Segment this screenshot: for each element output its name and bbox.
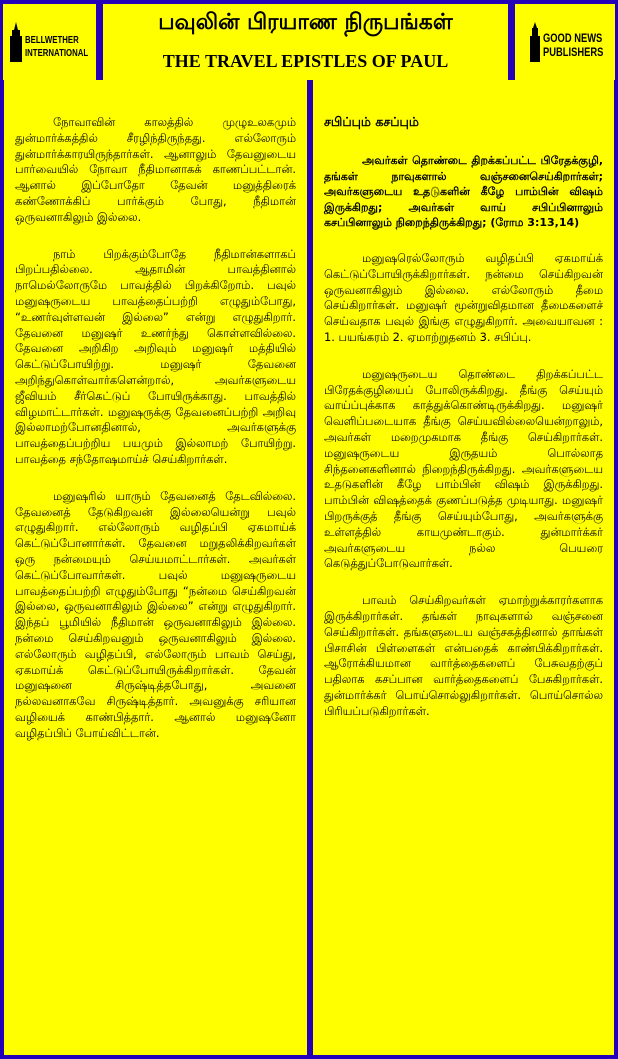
paragraph: மனுஷரில் யாரும் தேவனைத் தேடவில்லை. தேவனைத் தேடுகிறவன் இல்லையென்று பவுல் எழுதுகிறார். எல்லோரும் வழிதப்பி ஏகமாய்க் கெட்டுப்போனார்கள். தேவனை மறுதலிக்கிறவர்கள் ஒரு நன்மையும் செய்யமாட்டார்கள். அவர்கள் கெட்டுப்போவார்கள். பவுல் மனுஷருடைய பாவத்தைப்பற்றி எழுதும்போது “நன்மை செய்கிறவன் இல்லை, ஒருவனாகிலும் இல்லை” என்று எழுதுகிறார். இந்தப் பூமியில் நீதிமான் ஒருவனாகிலும் இல்லை. நன்மை செய்கிறவனும் ஒருவனாகிலும் இல்லை. எல்லோரும் வழிதப்பி, எல்லோரும் பாவம் செய்து, ஏகமாய்க் கெட்டுப்போயிருக்கிறார்கள். தேவன் மனுஷனை சிருஷ்டித்தபோது, அவனை நல்லவனாகவே சிருஷ்டித்தார். அவனுக்கு சரியான வழியைக் காண்பித்தார். ஆனால் மனுஷனோ வழிதப்பிப் போய்விட்டான். (15, 488, 296, 740)
logo-line1: BELLWETHER (25, 35, 79, 46)
right-column (313, 80, 614, 1055)
section-heading: சபிப்பும் கசப்பும் (324, 114, 419, 129)
tower-icon (529, 22, 541, 62)
logo-line2: INTERNATIONAL (25, 48, 89, 59)
paragraph: மனுஷரெல்லோரும் வழிதப்பி ஏகமாய்க் கெட்டுப்போயிருக்கிறார்கள். நன்மை செய்கிறவன் ஒருவனாகிலும் இல்லை. எல்லோரும் தீமை செய்கிறார்கள். மனுஷர் மூன்றுவிதமான தீமைகளைச் செய்வதாக பவுல் இங்கு எழுதுகிறார். அவையாவன : 1. பயங்கரம் 2. ஏமாற்றுதனம் 3. சபிப்பு. (324, 250, 603, 344)
good-news-logo (515, 4, 615, 80)
logo-line1: GOOD NEWS (543, 31, 603, 45)
paragraph: நாம் பிறக்கும்போதே நீதிமான்களாகப் பிறப்பதில்லை. ஆதாமின் பாவத்தினால் நாமெல்லோருமே பாவத்தில் பிறக்கிறோம். பவுல் மனுஷருடைய பாவத்தைப்பற்றி எழுதும்போது, “உணர்வுள்ளவன் இல்லை” என்று எழுதுகிறார். தேவனை மனுஷர் உணர்ந்து கொள்ளவில்லை. தேவனை அறிகிற அறிவும் மனுஷர் மத்தியில் கெட்டுப்போயிற்று. மனுஷர் தேவனை அறிந்துகொள்வார்களென்றால், அவர்களுடைய ஜீவியம் சீர்கெட்டுப் போயிருக்காது. பாவத்தில் விழமாட்டார்கள். மனுஷருக்கு தேவனைப்பற்றி அறிவு இல்லாமற்போனதினால், அவர்களுக்கு பாவத்தைப்பற்றிய பயமும் இல்லாமற் போயிற்று. பாவத்தை சந்தோஷமாய்ச் செய்கிறார்கள். (15, 246, 296, 466)
title-english: THE TRAVEL EPISTLES OF PAUL (162, 51, 449, 71)
paragraph: மனுஷருடைய தொண்டை திறக்கப்பட்ட பிரேதக்குழியைப் போலிருக்கிறது. தீங்கு செய்யும் வாய்ப்புக்காக காத்துக்கொண்டிருக்கிறது. மனுஷர் வெளிப்படையாக தீங்கு செய்யவில்லையென்றாலும், அவர்கள் மறைமுகமாக தீங்கு செய்கிறார்கள். மனுஷருடைய இருதயம் பொல்லாத சிந்தனைகளினால் நிறைந்திருக்கிறது. அவர்களுடைய உதடுகளின் கீழே பாம்பின் விஷம் இருக்கிறது. பாம்பின் விஷத்தைக் குணப்படுத்த முடியாது. மனுஷர் பிறருக்குத் தீங்கு செய்யும்போது, அவர்களுக்கு உள்ளத்தில் காயமுண்டாகும். துன்மார்க்கர் அவர்களுடைய நல்ல பெயரை கெடுத்துப்போடுவார்கள். (324, 366, 603, 571)
scripture-quote: அவர்கள் தொண்டை திறக்கப்பட்ட பிரேதக்குழி, தங்கள் நாவுகளால் வஞ்சனைசெய்கிறார்கள்; அவர்களுடைய உதடுகளின் கீழே பாம்பின் விஷம் இருக்கிறது; அவர்கள் வாய் சபிப்பினாலும் கசப்பினாலும் நிறைந்திருக்கிறது; (ரோம 3:13,14) (324, 154, 603, 230)
paragraph: நோவாவின் காலத்தில் முழுஉலகமும் துன்மார்க்கத்தில் சீரழிந்திருந்தது. எல்லோரும் துன்மார்க்காரயிருந்தார்கள். ஆனாலும் தேவனுடைய பார்வையில் நோவா நீதிமானாகக் காணப்பட்டான். ஆனால் இப்போதோ தேவன் மனுத்திரைக் கண்ணோக்கிப் பார்க்கும் போது, நீதிமான் ஒருவனாகிலும் இல்லை. (15, 115, 296, 224)
bellwether-logo (3, 4, 96, 80)
title-box (103, 4, 508, 80)
logo-line2: PUBLISHERS (543, 45, 604, 59)
header-band (0, 0, 618, 84)
left-column (4, 80, 307, 1055)
paragraph: பாவம் செய்கிறவர்கள் ஏமாற்றுக்காரர்களாக இருக்கிறார்கள். தங்கள் நாவுகளால் வஞ்சனை செய்கிறார்கள். தங்களுடைய வஞ்சகத்தினால் தாங்கள் பிசாசின் பிள்ளைகள் என்பதைக் காண்பிக்கிறார்கள். ஆரோக்கியமான வார்த்தைகளைப் பேசுவதற்குப் பதிலாக கசப்பான வார்த்தைகளைப் பேசுகிறார்கள். துன்மார்க்கர் பொய்சொல்லுகிறார்கள். பொய்சொல்ல பிரியப்படுகிறார்கள். (324, 593, 603, 718)
title-tamil: பவுலின் பிரயாண நிருபங்கள் (158, 10, 453, 35)
bellwether-mark-icon (9, 22, 23, 62)
